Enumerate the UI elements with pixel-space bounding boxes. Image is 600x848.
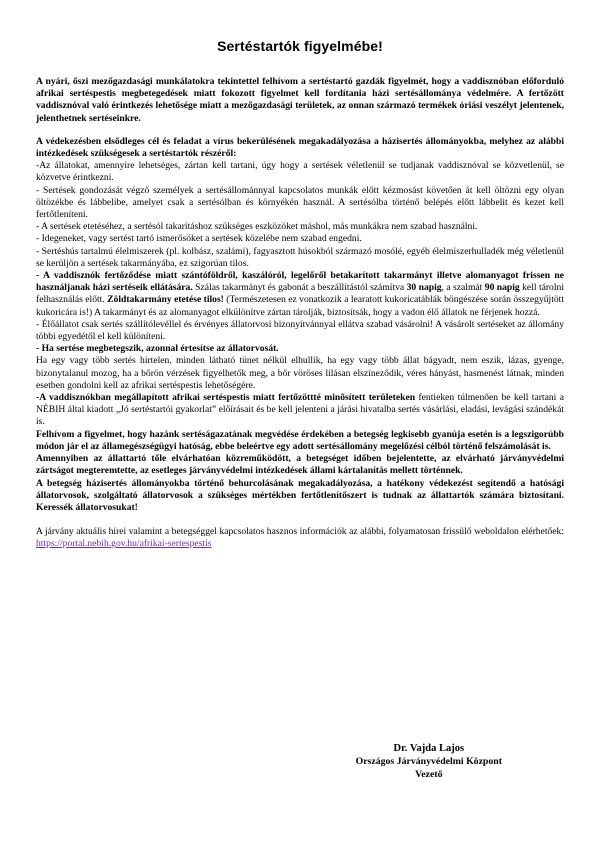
feed-warning: - A vaddisznók fertőződése miatt szántóföldről, kaszálóról, legelőről betakarított takarmányt illetve alomanyagot frissen ne használjanak házi sertéseik ellátására. [36, 270, 564, 294]
notice-text-1: Felhívom a figyelmet, hogy hazánk sertéságazatának megvédése érdekében a betegség legkisebb gyanúja esetén is a legszigorúbb módon jár el az államegészségügyi hatóság, ebbe beleértve egy adott sertésállomány megelőzési célból történő felszámolását is. [36, 428, 564, 452]
document-title: Sertéstartók figyelmébe! [217, 38, 383, 54]
green-feed-ban: Zöldtakarmány etetése tilos! [107, 294, 224, 306]
measure-item: - A sertések etetéséhez, a sertésól takarításhoz szükséges eszközöket máshol, más munkákra nem szabad használni. [36, 221, 478, 233]
notice-text-2: Amennyiben az állattartó tőle elvárhatóan közreműködött, a betegséget időben bejelentette, az elvárható járványvédelmi zártságot megteremtette, az esetleges járványvédelmi intézkedések állami kártalanítás mellett történnek. [36, 453, 564, 477]
notice-text-3: A betegség házisertés állományokba történő behurcolásának megakadályozása, a hatékony védekezést segítendő a hatósági állatorvosok, szolgáltató állatorvosok a szükséges mértékben fertőtlenítőszert is tudnak az állattartók számára biztosítani. Keressék állatorvosukat! [36, 477, 564, 513]
lead-paragraph [36, 136, 564, 160]
measure-item: -Az állatokat, amennyire lehetséges, zártan kell tartani, úgy hogy a sertések véletlenül se tudjanak vaddisznóval se közvetlenül, se közvetve érintkezni. [36, 160, 564, 184]
feed-text-c: kell tárolni felhasználás előtt. [36, 282, 564, 306]
notice-paragraph [36, 429, 564, 453]
portal-link[interactable]: https://portal.nebih.gov.hu/afrikai-sertespestis [36, 538, 212, 550]
feed-days-30: 30 napig [406, 282, 442, 294]
infected-area-heading: -A vaddisznókban megállapított afrikai sertéspestis miatt fertőzöttté minősített területeken [36, 392, 416, 404]
closing-paragraph [36, 526, 564, 550]
measure-item: - Sertések gondozását végző személyek a sertésállománnyal kapcsolatos munkák előtt kézmosást követően át kell öltözni egy olyan öltözékbe és lábbelibe, amelyet csak a sertésólban és környékén használ. A sertésólba történő belépés előtt lábbelit és kezet kell fertőtleníteni. [36, 184, 564, 221]
illness-heading: - Ha sertése megbetegszik, azonnal értesítse az állatorvosát. [36, 343, 279, 355]
feed-days-90: 90 napig [484, 282, 520, 294]
signatory-role: Vezető [415, 769, 443, 780]
measure-item: - Idegeneket, vagy sertést tartó ismerősöket a sertések közelébe nem szabad engedni. [36, 233, 362, 245]
notice-paragraph [36, 478, 564, 515]
feed-text-b: , a szalmát [441, 282, 485, 294]
measure-item: - Sertéshús tartalmú élelmiszerek (pl. kolbász, szalámi), fagyasztott húsokból származó mosólé, egyéb élelmiszerhulladék még véletlenül se kerüljön a sertések takarmányába, ez szigorúan tilos. [36, 245, 564, 269]
measures-section [36, 136, 564, 514]
measure-item-infected-area [36, 392, 564, 429]
feed-text-a: Szálas takarmányt és gabonát a beszállítástól számítva [192, 282, 407, 294]
lead-text: A védekezésben elsődleges cél és feladat a vírus bekerülésének megakadályozása a házisertés állományokba, melyhez az alábbi intézkedések szükségesek a sertéstartók részéről: [36, 135, 564, 160]
signatory-organization: Országos Járványvédelmi Központ [355, 756, 502, 767]
measure-item-illness [36, 343, 564, 355]
notice-paragraph [36, 453, 564, 477]
measure-item: - Élőállatot csak sertés szállítólevéllel és érvényes állatorvosi bizonyítvánnyal ellátva szabad vásárolni! A vásárolt sertéseket az állomány többi egyedétől el kell különíteni. [36, 318, 564, 343]
intro-paragraph: A nyári, őszi mezőgazdasági munkálatokra tekintettel felhívom a sertéstartó gazdák figyelmét, hogy a vaddisznóban előforduló afrikai sertéspestis megbetegedések miatt fokozott figyelmet kell fordítania házi sertésállománya védelmére. A fertőzött vaddisznóval való érintkezés lehetősége miatt a mezőgazdasági területek, az onnan származó termékek óriási veszélyt jelentenek, jelenthetnek sertéseinkre. [36, 76, 564, 124]
signatory-name: Dr. Vajda Lajos [393, 743, 465, 754]
feed-text-d: (Természetesen ez vonatkozik a learatott kukoricatáblák böngészése során összegyűjtött kukoricára is!) A takarmányt és az alomanyagot elkülönítve zártan tárolják, biztosítsák, hogy a vadon élő állatok ne férjenek hozzá. [36, 294, 565, 318]
illness-symptoms: Ha egy vagy több sertés hirtelen, minden látható tünet nélkül elhullik, ha egy vagy több állat bágyadt, nem eszik, lázas, gyenge, bizonytalanul mozog, ha a bőrön vérzések figyelhetők meg, a bőr vöröses lilásan elszíneződik, véres hányást, hasmenést látnak, minden esetben gondolni kell az afrikai sertéspestis lehetőségére. [36, 355, 564, 391]
measure-item-feed [36, 270, 564, 319]
closing-text: A járvány aktuális hírei valamint a betegséggel kapcsolatos hasznos információk az alábbi, folyamatosan frissülő weboldalon elérhetőek: [36, 526, 564, 538]
infected-area-text: fentieken túlmenően be kell tartani a NÉBIH által kiadott „Jó sertéstartói gyakorlat” előírásait és be kell jelenteni a járási hivatalba sertés vásárlási, eladási, levágási szándékát is. [36, 392, 564, 428]
signature-block [36, 742, 564, 781]
document-page [36, 38, 565, 780]
